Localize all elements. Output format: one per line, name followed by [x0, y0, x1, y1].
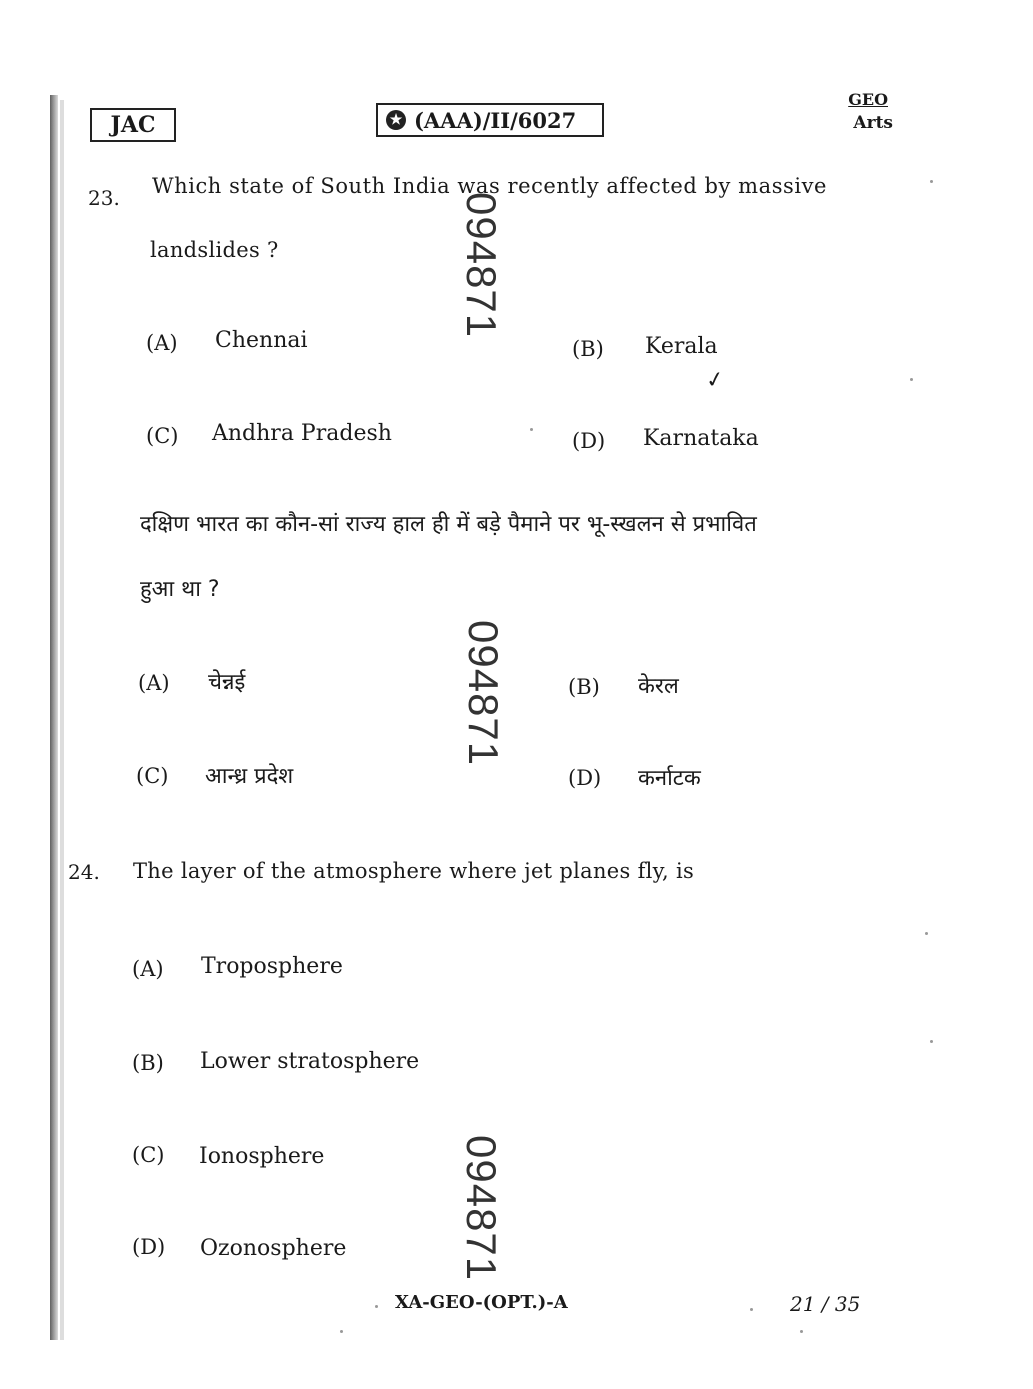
- tick-mark: ✓: [703, 366, 727, 395]
- question-text: Which state of South India was recently affected by massive: [152, 174, 828, 198]
- stream-label: Arts: [853, 113, 893, 133]
- option-text: Karnataka: [643, 426, 759, 451]
- scan-speck: [930, 1040, 933, 1043]
- option-label: (A): [132, 957, 164, 981]
- question-text-cont: landslides ?: [150, 238, 279, 262]
- option-label: (C): [132, 1143, 165, 1167]
- page-number: 21 / 35: [790, 1292, 861, 1316]
- board-box: [90, 108, 176, 142]
- option-text: Chennai: [215, 328, 308, 353]
- option-text-hindi: केरल: [638, 674, 679, 699]
- serial-number: 094871: [458, 192, 505, 339]
- scan-speck: [375, 1305, 378, 1308]
- option-label: (A): [138, 671, 170, 695]
- paper-code: (AAA)/II/6027: [414, 107, 577, 133]
- option-text-hindi: चेन्नई: [208, 670, 246, 695]
- question-text-hindi-cont: हुआ था ?: [140, 577, 220, 602]
- option-text: Ionosphere: [199, 1144, 325, 1169]
- question-number: 24.: [68, 860, 100, 884]
- option-text: Lower stratosphere: [200, 1049, 420, 1074]
- option-text-hindi: कर्नाटक: [638, 766, 701, 791]
- question-number: 23.: [88, 186, 120, 210]
- option-text: Kerala: [645, 334, 718, 359]
- scan-speck: [930, 180, 933, 183]
- scan-speck: [925, 932, 928, 935]
- option-label: (D): [572, 429, 606, 453]
- scan-speck: [910, 378, 913, 381]
- question-text-hindi: दक्षिण भारत का कौन-सां राज्य हाल ही में बड़े पैमाने पर भू-स्खलन से प्रभावित: [140, 512, 757, 537]
- option-label: (D): [132, 1235, 166, 1259]
- option-label: (B): [568, 675, 600, 699]
- option-label: (B): [132, 1051, 164, 1075]
- option-text: Ozonosphere: [200, 1236, 347, 1261]
- option-text: Andhra Pradesh: [212, 421, 392, 446]
- question-text: The layer of the atmosphere where jet planes fly, is: [133, 859, 695, 883]
- option-label: (C): [146, 424, 179, 448]
- scan-speck: [530, 428, 533, 431]
- option-label: (A): [146, 331, 178, 355]
- option-label: (C): [136, 764, 169, 788]
- footer-code: XA-GEO-(OPT.)-A: [395, 1292, 568, 1313]
- board-label: JAC: [110, 112, 156, 138]
- serial-number: 094871: [460, 620, 507, 767]
- star-in-circle-icon: ★: [386, 110, 406, 130]
- scan-speck: [750, 1308, 753, 1311]
- scan-edge-shadow: [60, 100, 64, 1340]
- option-text: Troposphere: [201, 954, 343, 979]
- subject-label: GEO: [848, 90, 888, 109]
- scan-speck: [800, 1330, 803, 1333]
- scan-edge-left: [50, 95, 58, 1340]
- option-label: (B): [572, 337, 604, 361]
- scan-speck: [340, 1330, 343, 1333]
- paper-code-box: [376, 103, 604, 137]
- option-text-hindi: आन्ध्र प्रदेश: [205, 764, 294, 789]
- option-label: (D): [568, 766, 602, 790]
- serial-number: 094871: [458, 1135, 505, 1282]
